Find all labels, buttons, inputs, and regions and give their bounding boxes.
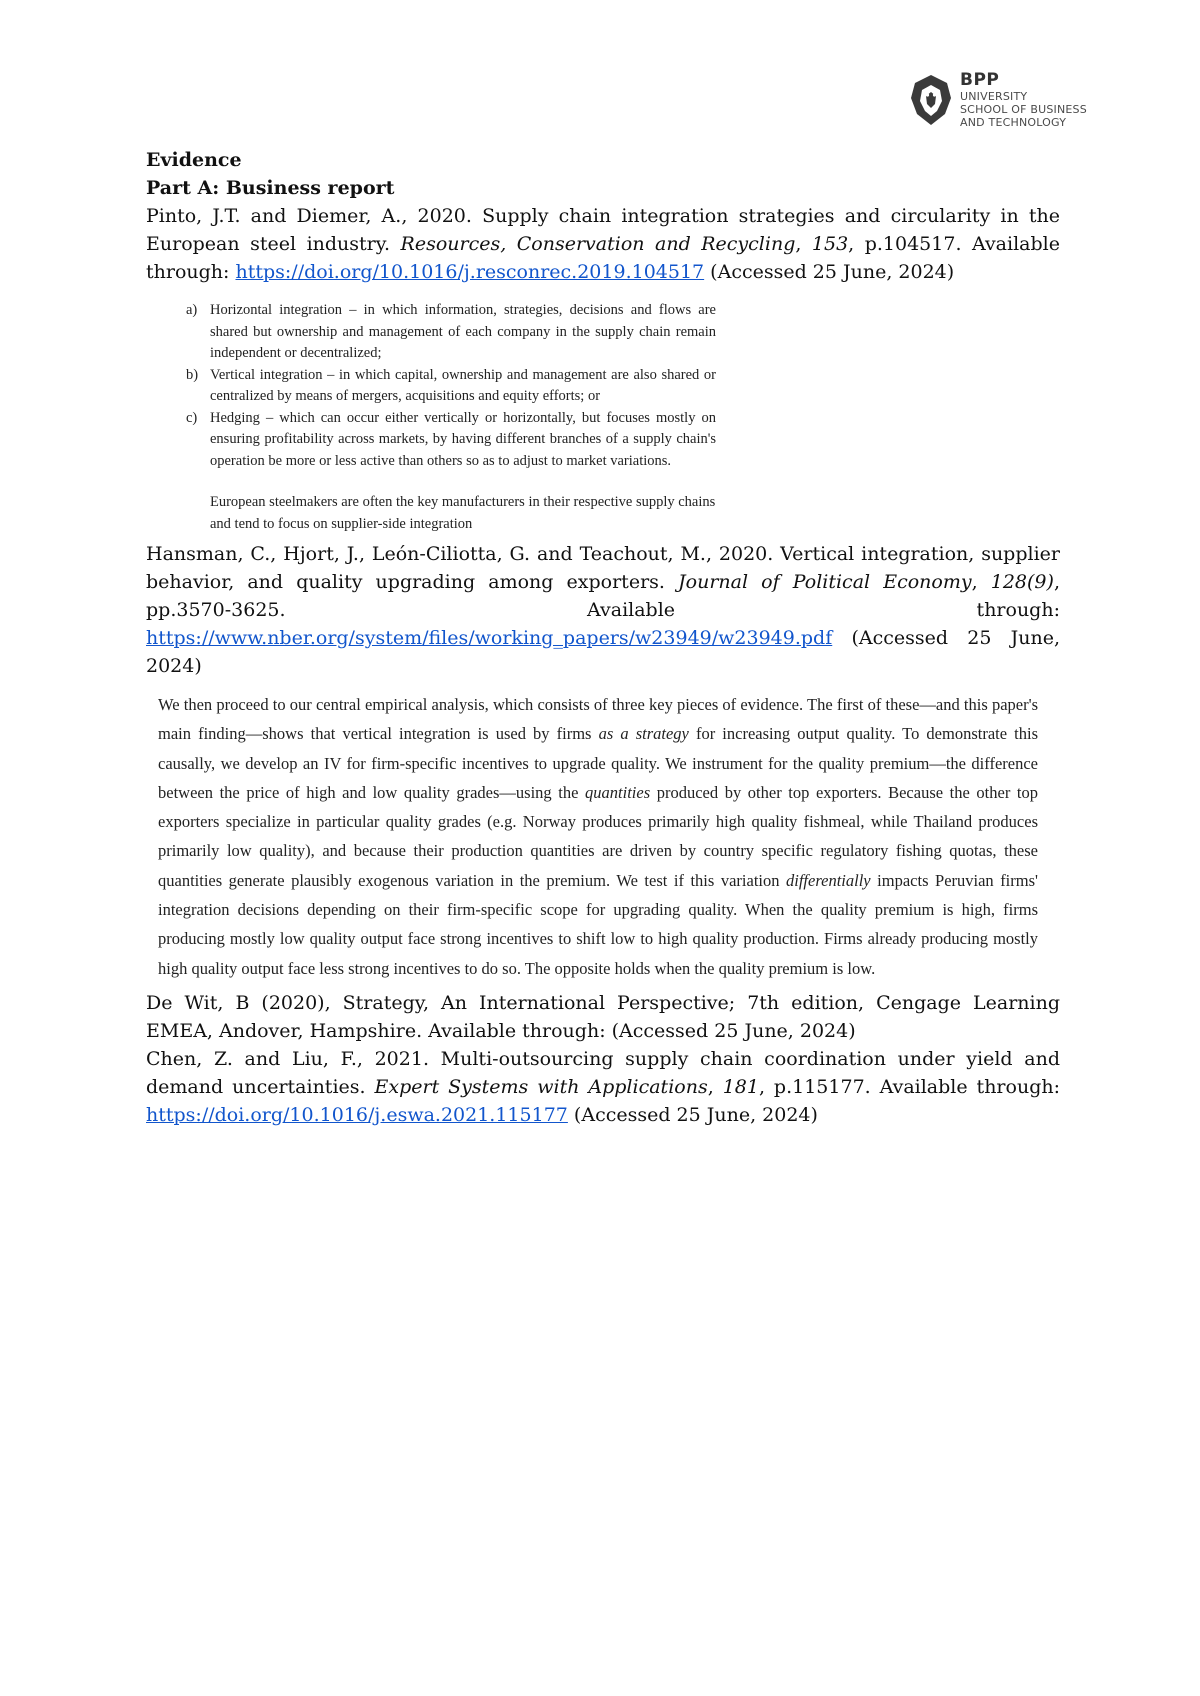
accessed-date: (Accessed 25 June, 2024) (567, 1103, 818, 1126)
accessed-date: (Accessed 25 June, 2024) (704, 261, 955, 283)
list-label: c) (186, 409, 198, 426)
separator: , (971, 571, 991, 593)
excerpt-text: impacts Peruvian firms' integration decisions depending on their firm-specific scope for upgrading quality. When the quality premium is high, firms producing mostly low quality output face strong incentives to shift low to high quality production. Firms already producing mostly high quality output face less strong incentives to do so. The opposite holds when the quality premium is low. (158, 870, 1038, 978)
list-item (186, 365, 716, 408)
list-label: a) (186, 302, 198, 318)
journal-title: Resources, Conservation and Recycling (400, 233, 796, 255)
list-item (186, 300, 716, 365)
list-text: Hedging – which can occur either vertically or horizontally, but focuses mostly on ensuring profitability across markets, by having different branches of a supply chain's operation be more or less active than others so as to adjust to market variations. (210, 409, 716, 469)
reference-text: Chen, Z. and Liu, F., 2021. Multi-outsourcing supply chain coordination under yield and demand uncertainties. (146, 1047, 1060, 1098)
document-body (146, 146, 1060, 1129)
excerpt-text: We then proceed to our central empirical analysis, which consists of three key pieces of evidence. The first of these—and this paper's main finding—shows that vertical integration is used by firms (158, 695, 1038, 744)
list-item (186, 408, 716, 473)
reference-text: Pinto, J.T. and Diemer, A., 2020. Supply chain integration strategies and circularity in the European steel industry. (146, 205, 1060, 255)
page-heading: Evidence (146, 149, 242, 171)
reference-pinto (146, 202, 1060, 286)
journal-title: Expert Systems with Applications (374, 1075, 708, 1098)
list-label: b) (186, 366, 199, 383)
logo-brand: BPP (960, 70, 1000, 90)
reference-pages: , p.115177. Available through: (758, 1075, 1060, 1098)
journal-volume: 128(9) (990, 571, 1054, 593)
separator: , (795, 233, 812, 255)
doi-link-pinto[interactable]: https://doi.org/10.1016/j.resconrec.2019.104517 (235, 261, 705, 283)
logo-line-1: UNIVERSITY (960, 90, 1028, 103)
excerpt-text: produced by other top exporters. Because the other top exporters specialize in particular quality grades (e.g. Norway produces primarily high quality fishmeal, while Thailand produces primarily low quality), and because their production quantities are driven by country specific regulatory fishing quotas, these quantities generate plausibly exogenous variation in the premium. We test if this variation (158, 782, 1039, 890)
journal-title: Journal of Political Economy (678, 571, 972, 593)
reference-pages: , p.104517. Available through: (146, 233, 1060, 283)
logo-line-3: AND TECHNOLOGY (960, 116, 1067, 129)
section-heading: Part A: Business report (146, 177, 395, 199)
bpp-logo (910, 70, 1110, 134)
doi-link-chen[interactable]: https://doi.org/10.1016/j.eswa.2021.115177 (146, 1103, 568, 1126)
excerpt-emphasis: quantities (585, 782, 651, 802)
nber-link-hansman[interactable]: https://www.nber.org/system/files/working_papers/w23949/w23949.pdf (146, 627, 833, 649)
excerpt-text: for increasing output quality. To demonstrate this causally, we develop an IV for firm-specific incentives to upgrade quality. We instrument for the quality premium—the difference between the price of high and low quality grades—using the (158, 724, 1038, 802)
list-text: Horizontal integration – in which information, strategies, decisions and flows are shared but ownership and management of each company in the supply chain remain independent or decentralized; (210, 302, 716, 361)
logo-text (960, 70, 1087, 129)
reference-text: Hansman, C., Hjort, J., León-Ciliotta, G. and Teachout, M., 2020. Vertical integration, supplier behavior, and quality upgrading among exporters. (146, 543, 1060, 593)
journal-volume: 181 (722, 1075, 759, 1098)
excerpt-image-hansman (158, 690, 1038, 983)
excerpt-emphasis: as a strategy (598, 724, 689, 744)
list-text: Vertical integration – in which capital, ownership and management are also shared or centralized by means of mergers, acquisitions and equity efforts; or (210, 366, 716, 404)
journal-volume: 153 (811, 233, 849, 255)
reference-pages: , pp.3570-3625. Available through: (146, 571, 1060, 621)
accessed-date: (Accessed 25 June, 2024) (146, 627, 1060, 677)
separator: , (707, 1075, 723, 1098)
excerpt-emphasis: differentially (786, 870, 871, 890)
reference-dewit: De Wit, B (2020), Strategy, An International Perspective; 7th edition, Cengage Learning EMEA, Andover, Hampshire. Available through: (Accessed 25 June, 2024) (146, 991, 1060, 1042)
reference-hansman (146, 540, 1060, 680)
reference-chen (146, 1045, 1060, 1129)
lion-logo-icon (910, 74, 952, 126)
logo-line-2: SCHOOL OF BUSINESS (960, 103, 1087, 116)
excerpt-image-pinto (186, 300, 716, 532)
excerpt-paragraph: European steelmakers are often the key manufacturers in their respective supply chains and tend to focus on supplier-side integration (210, 494, 716, 532)
